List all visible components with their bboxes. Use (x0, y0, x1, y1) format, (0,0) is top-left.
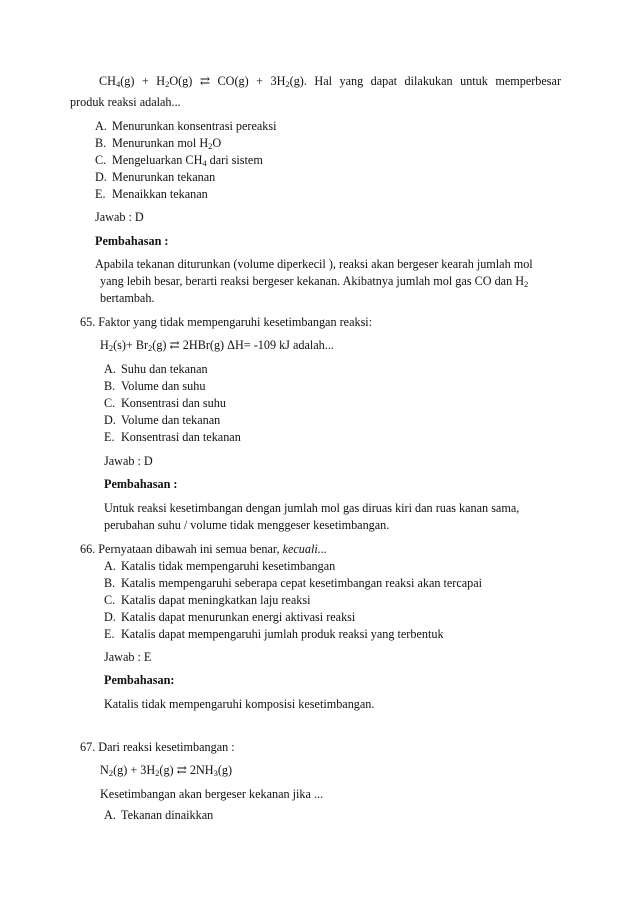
q67-option-a: A. Tekanan dinaikkan (104, 808, 214, 822)
q64-option-e: E. Menaikkan tekanan (95, 187, 208, 201)
q67-reaction: $N_2(g) + 3H_2(g)$ ⇄ $2NH_3(g)$ (100, 763, 233, 778)
q66-question: 66. Pernyataan dibawah ini semua benar, kecuali... (80, 542, 327, 556)
q66-option-c: C. Katalis dapat meningkatkan laju reaksi (104, 593, 311, 607)
q66-option-e: E. Katalis dapat mempengaruhi jumlah produk reaksi yang terbentuk (104, 627, 444, 641)
q64-option-d: D. Menurunkan tekanan (95, 170, 216, 184)
q66-option-a: A. Katalis tidak mempengaruhi kesetimbangan (104, 559, 336, 573)
q65-option-b: B. Volume dan suhu (104, 379, 206, 393)
q66-option-b: B. Katalis mempengaruhi seberapa cepat kesetimbangan reaksi akan tercapai (104, 576, 483, 590)
q65-answer: Jawab : D (104, 454, 153, 468)
q66-option-d: D. Katalis dapat menurunkan energi aktivasi reaksi (104, 610, 356, 624)
q65-option-d: D. Volume dan tekanan (104, 413, 221, 427)
q66-discussion-line1: Katalis tidak mempengaruhi komposisi kesetimbangan. (104, 697, 375, 711)
q66-answer: Jawab : E (104, 650, 152, 664)
q65-discussion-line1: Untuk reaksi kesetimbangan dengan jumlah mol gas diruas kiri dan ruas kanan sama, (104, 501, 520, 515)
q65-question: 65. Faktor yang tidak mempengaruhi kesetimbangan reaksi: (80, 315, 373, 329)
q64-discussion-line2: yang lebih besar, berarti reaksi bergeser kekanan. Akibatnya jumlah mol gas CO dan $H_2$ (100, 274, 529, 289)
q65-option-c: C. Konsentrasi dan suhu (104, 396, 226, 410)
q64-option-b: B. Menurunkan mol $H_2O$ (95, 136, 222, 151)
q64-discussion-line1: Apabila tekanan diturunkan (volume diperkecil ), reaksi akan bergeser kearah jumlah mol (95, 257, 533, 271)
q65-option-e: E. Konsentrasi dan tekanan (104, 430, 241, 444)
q64-stem-line1: $CH_4(g) + H_2O(g)$ ⇄ $CO(g) + 3H_2(g)$. Hal yang dapat dilakukan untuk memperbesar (99, 74, 561, 89)
q64-discussion-title: Pembahasan : (95, 234, 169, 248)
q64-discussion-line3: bertambah. (100, 291, 155, 305)
q64-stem-line2: produk reaksi adalah... (70, 95, 181, 109)
q65-option-a: A. Suhu dan tekanan (104, 362, 208, 376)
q64-answer: Jawab : D (95, 210, 144, 224)
q65-discussion-line2: perubahan suhu / volume tidak menggeser kesetimbangan. (104, 518, 390, 532)
q64-option-a: A. Menurunkan konsentrasi pereaksi (95, 119, 277, 133)
q65-reaction: $H_2(s)+ Br_2(g)$ ⇄ 2HBr(g) ΔH= -109 kJ adalah... (100, 338, 334, 353)
q67-prompt: Kesetimbangan akan bergeser kekanan jika ... (100, 787, 324, 801)
q66-discussion-title: Pembahasan: (104, 673, 175, 687)
q67-question: 67. Dari reaksi kesetimbangan : (80, 740, 235, 754)
q65-discussion-title: Pembahasan : (104, 477, 178, 491)
q64-option-c: C. Mengeluarkan $CH_4$ dari sistem (95, 153, 263, 168)
